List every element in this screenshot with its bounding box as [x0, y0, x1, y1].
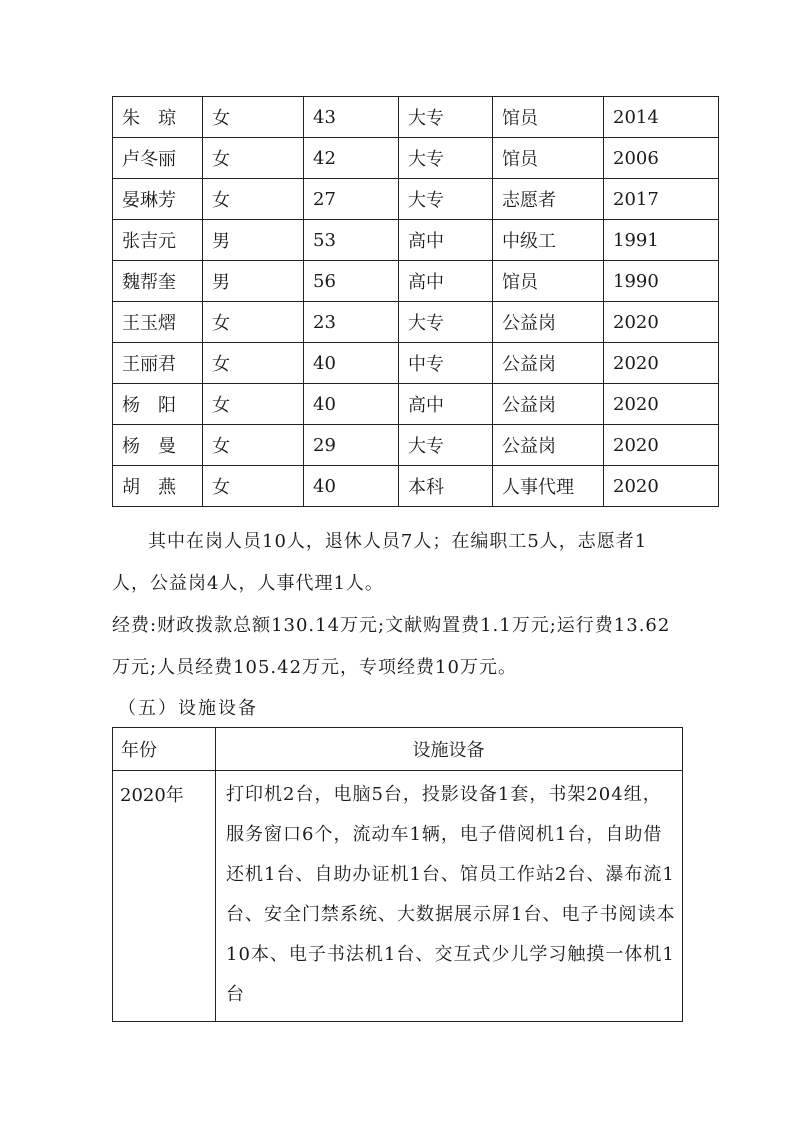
staff-education: 高中	[399, 220, 493, 261]
staff-education: 高中	[399, 384, 493, 425]
staff-position: 公益岗	[493, 384, 604, 425]
staff-year: 2014	[604, 97, 719, 138]
staff-gender: 女	[203, 97, 304, 138]
staff-education: 中专	[399, 343, 493, 384]
equipment-column-header: 设施设备	[216, 728, 683, 771]
equipment-description: 打印机2台，电脑5台，投影设备1套，书架204组，服务窗口6个，流动车1辆，电子借阅机1台，自助借还机1台、自助办证机1台、馆员工作站2台、瀑布流1台、安全门禁系统、大数据展示屏1台、电子书阅读本10本、电子书法机1台、交互式少儿学习触摸一体机1台	[216, 771, 683, 1022]
staff-education: 大专	[399, 302, 493, 343]
staff-position: 公益岗	[493, 302, 604, 343]
table-row	[113, 425, 719, 466]
table-row	[113, 466, 719, 507]
table-row	[113, 138, 719, 179]
staff-name: 卢冬丽	[113, 138, 203, 179]
table-row	[113, 97, 719, 138]
staff-education: 高中	[399, 261, 493, 302]
staff-position: 志愿者	[493, 179, 604, 220]
staff-position: 公益岗	[493, 425, 604, 466]
staff-position: 馆员	[493, 138, 604, 179]
staff-gender: 女	[203, 425, 304, 466]
staff-year: 2020	[604, 466, 719, 507]
staff-education: 大专	[399, 138, 493, 179]
table-row	[113, 384, 719, 425]
staff-position: 公益岗	[493, 343, 604, 384]
table-header-row	[113, 728, 683, 771]
staff-gender: 女	[203, 302, 304, 343]
staff-education: 大专	[399, 97, 493, 138]
staff-year: 2020	[604, 302, 719, 343]
staff-name: 魏帮奎	[113, 261, 203, 302]
year-column-header: 年份	[113, 728, 216, 771]
staff-education: 本科	[399, 466, 493, 507]
staff-education: 大专	[399, 179, 493, 220]
funding-paragraph: 经费:财政拨款总额130.14万元;文献购置费1.1万元;运行费13.62万元;人员经费105.42万元，专项经费10万元。	[112, 615, 671, 678]
staff-age: 29	[304, 425, 399, 466]
staff-gender: 女	[203, 179, 304, 220]
staff-year: 1991	[604, 220, 719, 261]
staff-name: 朱 琼	[113, 97, 203, 138]
staff-name: 王玉熠	[113, 302, 203, 343]
staff-name: 杨 阳	[113, 384, 203, 425]
staff-age: 27	[304, 179, 399, 220]
table-row	[113, 343, 719, 384]
staff-age: 40	[304, 384, 399, 425]
staff-gender: 男	[203, 220, 304, 261]
staff-name: 胡 燕	[113, 466, 203, 507]
table-row	[113, 179, 719, 220]
staff-gender: 女	[203, 138, 304, 179]
staff-name: 杨 曼	[113, 425, 203, 466]
equipment-table	[112, 727, 683, 1022]
staff-gender: 女	[203, 343, 304, 384]
staff-age: 40	[304, 466, 399, 507]
staff-education: 大专	[399, 425, 493, 466]
staff-age: 40	[304, 343, 399, 384]
equipment-year: 2020年	[113, 771, 216, 1022]
staff-year: 2020	[604, 343, 719, 384]
staff-position: 馆员	[493, 261, 604, 302]
staff-year: 2006	[604, 138, 719, 179]
staff-name: 王丽君	[113, 343, 203, 384]
section-heading: （五）设施设备	[118, 698, 258, 719]
staff-gender: 男	[203, 261, 304, 302]
staff-position: 中级工	[493, 220, 604, 261]
staff-year: 1990	[604, 261, 719, 302]
staff-name: 晏琳芳	[113, 179, 203, 220]
staff-table	[112, 96, 719, 507]
table-row	[113, 261, 719, 302]
table-row	[113, 220, 719, 261]
table-row	[113, 771, 683, 1022]
staff-age: 42	[304, 138, 399, 179]
staff-age: 43	[304, 97, 399, 138]
staff-year: 2017	[604, 179, 719, 220]
staff-position: 馆员	[493, 97, 604, 138]
staff-position: 人事代理	[493, 466, 604, 507]
staff-year: 2020	[604, 425, 719, 466]
staff-age: 23	[304, 302, 399, 343]
staff-age: 56	[304, 261, 399, 302]
staff-year: 2020	[604, 384, 719, 425]
staff-age: 53	[304, 220, 399, 261]
staff-name: 张吉元	[113, 220, 203, 261]
staff-gender: 女	[203, 384, 304, 425]
table-row	[113, 302, 719, 343]
staff-gender: 女	[203, 466, 304, 507]
staff-summary-paragraph: 其中在岗人员10人，退休人员7人；在编职工5人，志愿者1人，公益岗4人，人事代理1人。	[112, 531, 648, 594]
